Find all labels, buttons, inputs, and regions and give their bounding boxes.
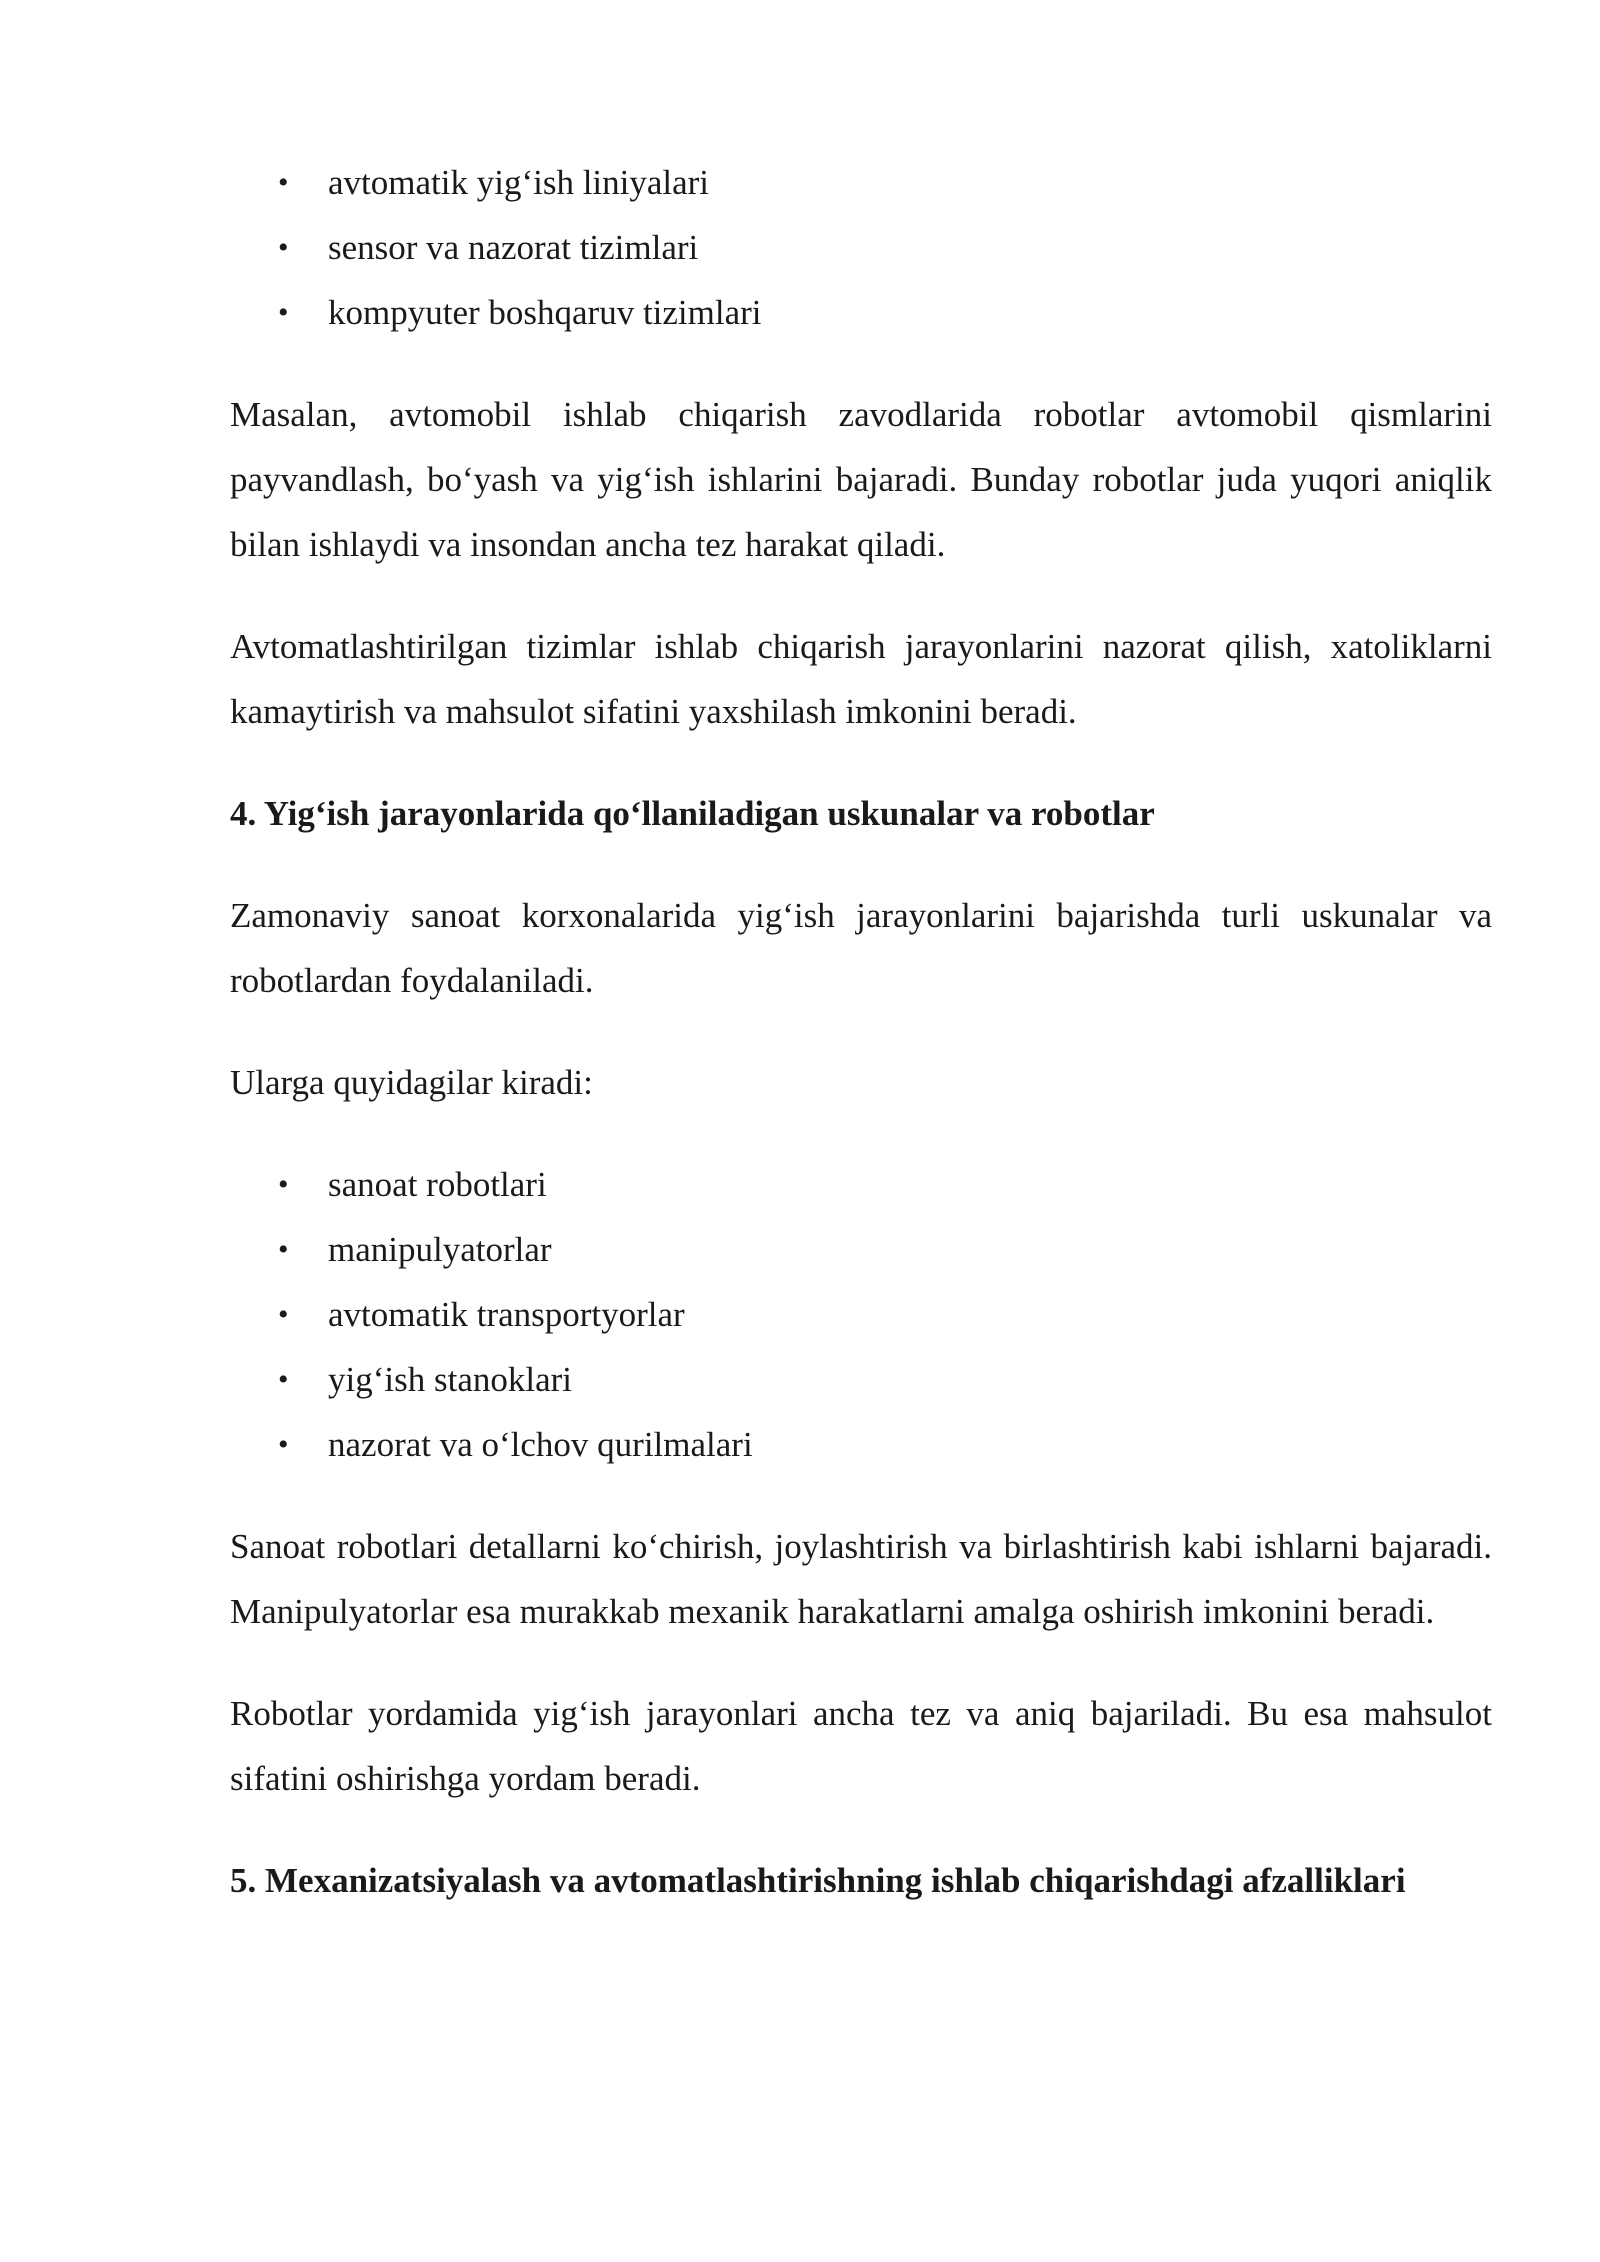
list-item [230,1282,1492,1347]
paragraph-robot-assembly: Robotlar yordamida yig‘ish jarayonlari ancha tez va aniq bajariladi. Bu esa mahsulot sifatini oshirishga yordam beradi. [230,1694,1492,1798]
paragraph-industrial-robots: Sanoat robotlari detallarni ko‘chirish, joylashtirish va birlashtirish kabi ishlarni bajaradi. Manipulyatorlar esa murakkab mexanik harakatlarni amalga oshirish imkonini beradi. [230,1527,1492,1631]
list-item-text: sanoat robotlari [328,1165,547,1204]
list-item [230,215,1492,280]
list-item [230,1412,1492,1477]
list-item-text: nazorat va o‘lchov qurilmalari [328,1425,753,1464]
bullet-list-2 [230,1152,1492,1477]
list-item [230,1152,1492,1217]
bullet-icon: • [278,1233,289,1266]
bullet-icon: • [278,296,289,329]
list-item [230,280,1492,345]
paragraph-modern-enterprises: Zamonaviy sanoat korxonalarida yig‘ish jarayonlarini bajarishda turli uskunalar va robotlardan foydalaniladi. [230,896,1492,1000]
list-item-text: avtomatik transportyorlar [328,1295,685,1334]
list-item-text: sensor va nazorat tizimlari [328,228,699,267]
list-item-text: kompyuter boshqaruv tizimlari [328,293,762,332]
bullet-icon: • [278,166,289,199]
paragraph-list-intro: Ularga quyidagilar kiradi: [230,1063,593,1102]
bullet-list-1 [230,150,1492,345]
section-heading-4: 4. Yig‘ish jarayonlarida qo‘llaniladigan uskunalar va robotlar [230,794,1155,833]
list-item [230,1217,1492,1282]
bullet-icon: • [278,1298,289,1331]
paragraph-robots-example: Masalan, avtomobil ishlab chiqarish zavodlarida robotlar avtomobil qismlarini payvandlash, bo‘yash va yig‘ish ishlarini bajaradi. Bunday robotlar juda yuqori aniqlik bilan ishlaydi va insondan ancha tez harakat qiladi. [230,395,1492,564]
list-item [230,1347,1492,1412]
bullet-icon: • [278,1363,289,1396]
bullet-icon: • [278,1428,289,1461]
paragraph-automated-systems: Avtomatlashtirilgan tizimlar ishlab chiqarish jarayonlarini nazorat qilish, xatoliklarni kamaytirish va mahsulot sifatini yaxshilash imkonini beradi. [230,627,1492,731]
list-item-text: avtomatik yig‘ish liniyalari [328,163,710,202]
list-item [230,150,1492,215]
list-item-text: yig‘ish stanoklari [328,1360,572,1399]
section-heading-5: 5. Mexanizatsiyalash va avtomatlashtirishning ishlab chiqarishdagi afzalliklari [230,1861,1406,1900]
document-page [230,150,1492,1913]
bullet-icon: • [278,1168,289,1201]
list-item-text: manipulyatorlar [328,1230,552,1269]
bullet-icon: • [278,231,289,264]
